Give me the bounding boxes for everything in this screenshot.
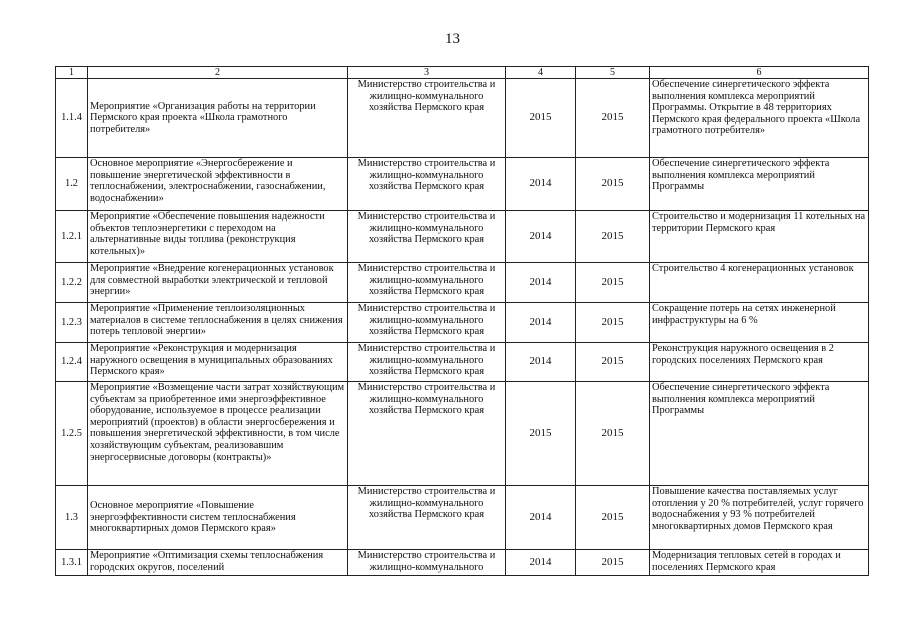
row-number: 1.2.4 xyxy=(56,343,88,382)
responsible-ministry: Министерство строительства и жилищно-коммунального хозяйства Пермского края xyxy=(348,263,506,303)
expected-result: Сокращение потерь на сетях инженерной инфраструктуры на 6 % xyxy=(650,303,869,343)
activity-name: Основное мероприятие «Повышение энергоэффективности систем теплоснабжения многоквартирных домов Пермского края» xyxy=(88,486,348,550)
start-year: 2014 xyxy=(506,550,576,576)
table-row xyxy=(56,79,869,158)
header-cell: 5 xyxy=(576,67,650,79)
table-row xyxy=(56,382,869,486)
header-cell: 4 xyxy=(506,67,576,79)
row-number: 1.3 xyxy=(56,486,88,550)
start-year: 2015 xyxy=(506,79,576,158)
responsible-ministry: Министерство строительства и жилищно-коммунального хозяйства Пермского края xyxy=(348,382,506,486)
row-number: 1.2.1 xyxy=(56,211,88,263)
start-year: 2014 xyxy=(506,211,576,263)
expected-result: Модернизация тепловых сетей в городах и поселениях Пермского края xyxy=(650,550,869,576)
responsible-ministry: Министерство строительства и жилищно-коммунального хозяйства Пермского края xyxy=(348,211,506,263)
header-cell: 2 xyxy=(88,67,348,79)
start-year: 2014 xyxy=(506,343,576,382)
end-year: 2015 xyxy=(576,382,650,486)
activity-name: Мероприятие «Реконструкция и модернизация наружного освещения в муниципальных образованиях Пермского края» xyxy=(88,343,348,382)
table-row xyxy=(56,550,869,576)
responsible-ministry: Министерство строительства и жилищно-коммунального хозяйства Пермского края xyxy=(348,158,506,211)
activity-name: Основное мероприятие «Энергосбережение и повышение энергетической эффективности в теплоснабжении, электроснабжении, газоснабжении, водоснабжении» xyxy=(88,158,348,211)
row-number: 1.2.2 xyxy=(56,263,88,303)
end-year: 2015 xyxy=(576,263,650,303)
end-year: 2015 xyxy=(576,158,650,211)
expected-result: Обеспечение синергетического эффекта выполнения комплекса мероприятий Программы xyxy=(650,382,869,486)
activity-name: Мероприятие «Обеспечение повышения надежности объектов теплоэнергетики с переходом на альтернативные виды топлива (реконструкция котельных)» xyxy=(88,211,348,263)
activity-name: Мероприятие «Внедрение когенерационных установок для совместной выработки электрической и тепловой энергии» xyxy=(88,263,348,303)
row-number: 1.2 xyxy=(56,158,88,211)
responsible-ministry: Министерство строительства и жилищно-коммунального хозяйства Пермского края xyxy=(348,303,506,343)
expected-result: Обеспечение синергетического эффекта выполнения комплекса мероприятий Программы xyxy=(650,158,869,211)
program-activities-table xyxy=(55,66,869,576)
responsible-ministry: Министерство строительства и жилищно-коммунального хозяйства Пермского края xyxy=(348,343,506,382)
table-header-row xyxy=(56,67,869,79)
row-number: 1.2.5 xyxy=(56,382,88,486)
header-cell: 6 xyxy=(650,67,869,79)
end-year: 2015 xyxy=(576,79,650,158)
responsible-ministry: Министерство строительства и жилищно-коммунального хозяйства Пермского края xyxy=(348,486,506,550)
activity-name: Мероприятие «Организация работы на территории Пермского края проекта «Школа грамотного потребителя» xyxy=(88,79,348,158)
table-row xyxy=(56,211,869,263)
expected-result: Строительство и модернизация 11 котельных на территории Пермского края xyxy=(650,211,869,263)
end-year: 2015 xyxy=(576,550,650,576)
row-number: 1.3.1 xyxy=(56,550,88,576)
expected-result: Строительство 4 когенерационных установок xyxy=(650,263,869,303)
table-row xyxy=(56,343,869,382)
start-year: 2014 xyxy=(506,303,576,343)
expected-result: Обеспечение синергетического эффекта выполнения комплекса мероприятий Программы. Открытие в 48 территориях Пермского края федерального проекта «Школа грамотного потребителя» xyxy=(650,79,869,158)
table-row xyxy=(56,486,869,550)
end-year: 2015 xyxy=(576,303,650,343)
end-year: 2015 xyxy=(576,486,650,550)
header-cell: 3 xyxy=(348,67,506,79)
activity-name: Мероприятие «Оптимизация схемы теплоснабжения городских округов, поселений xyxy=(88,550,348,576)
responsible-ministry: Министерство строительства и жилищно-коммунального хозяйства Пермского края xyxy=(348,79,506,158)
end-year: 2015 xyxy=(576,343,650,382)
table-row xyxy=(56,158,869,211)
expected-result: Повышение качества поставляемых услуг отопления у 20 % потребителей, услуг горячего водоснабжения у 93 % потребителей многоквартирных домов Пермского края xyxy=(650,486,869,550)
page-number: 13 xyxy=(445,31,460,47)
activity-name: Мероприятие «Возмещение части затрат хозяйствующим субъектам за приобретенное ими энергоэффективное оборудование, используемое в процессе реализации мероприятий (проектов) в области энергосбережения и повышения энергетической эффективности, в том числе хозяйствующим субъектам, реализовавшим энергосервисные договоры (контракты)» xyxy=(88,382,348,486)
start-year: 2014 xyxy=(506,486,576,550)
responsible-ministry: Министерство строительства и жилищно-коммунального xyxy=(348,550,506,576)
table-row xyxy=(56,303,869,343)
expected-result: Реконструкция наружного освещения в 2 городских поселениях Пермского края xyxy=(650,343,869,382)
table-row xyxy=(56,263,869,303)
start-year: 2014 xyxy=(506,158,576,211)
header-cell: 1 xyxy=(56,67,88,79)
start-year: 2015 xyxy=(506,382,576,486)
row-number: 1.2.3 xyxy=(56,303,88,343)
row-number: 1.1.4 xyxy=(56,79,88,158)
activity-name: Мероприятие «Применение теплоизоляционных материалов в системе теплоснабжения в целях снижения потерь тепловой энергии» xyxy=(88,303,348,343)
start-year: 2014 xyxy=(506,263,576,303)
end-year: 2015 xyxy=(576,211,650,263)
